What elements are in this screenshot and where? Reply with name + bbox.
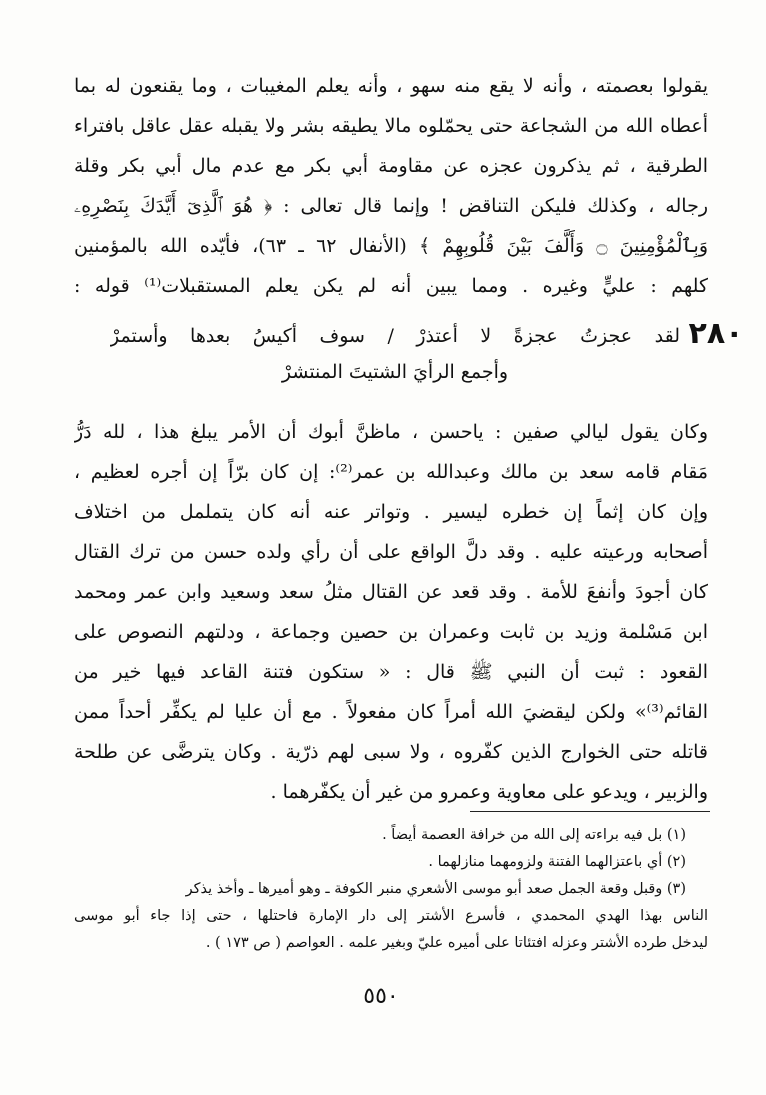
text-line: كلهم : عليٍّ وغيره . ومما يبين أنه لم يكن يعلم المستقبلات⁽¹⁾ قوله :: [74, 275, 708, 297]
text-line: وكان يقول ليالي صفين : ياحسن ، ماظنَّ أبوك أن الأمر يبلغ هذا ، لله دَرُّ: [74, 421, 708, 443]
text-line: القائم⁽³⁾» ولكن ليقضيَ الله أمراً كان مفعولاً . مع أن عليا لم يكفِّر أحداً ممن: [74, 701, 708, 723]
footnote-2: (٢) أي باعتزالهما الفتنة ولزومهما منازلهما .: [428, 854, 686, 870]
text-line: يقولوا بعصمته ، وأنه لا يقع منه سهو ، وأنه يعلم المغيبات ، وما يقنعون له بما: [74, 75, 708, 97]
text-line: مَقام قامه سعد بن مالك وعبدالله بن عمر⁽²⁾: إن كان برّاً إن أجره لعظيم ،: [74, 461, 708, 483]
intro-paragraph: [74, 66, 708, 306]
verse-number: ٢٨٠: [688, 316, 744, 351]
text-line: أصحابه ورعيته عليه . وقد دلَّ الواقع على أن رأي ولده حسن من ترك القتال: [74, 541, 708, 563]
text-line: وَبِٱلْمُؤْمِنِينَ ۝ وَأَلَّفَ بَيْنَ قُلُوبِهِمْ ﴾ (الأنفال ٦٢ ـ ٦٣)، فأيّده الله بالمؤمنين: [74, 235, 708, 257]
text-line: كان أجودَ وأنفعَ للأمة . وقد قعد عن القتال مثلُ سعد وسعيد وابن عمر ومحمد: [74, 581, 708, 603]
footnotes: [74, 822, 708, 957]
poem-line-1: لقد عجزتُ عجزةً لا أعتذرْ / سوف أكيسُ بعدها وأستمرْ: [110, 325, 680, 347]
footnote-1: (١) بل فيه براءته إلى الله من خرافة العصمة أيضاً .: [382, 827, 686, 843]
poem-line-2: وأجمع الرأيَ الشتيتَ المنتشرْ: [281, 361, 509, 383]
text-line: أعطاه الله من الشجاعة حتى يحمّلوه مالا يطيقه بشر ولا يقبله عقل عاقل بافتراء: [74, 115, 708, 137]
page-number: ٥٥٠: [363, 984, 399, 1009]
text-line: الطرقية ، ثم يذكرون عجزه عن مقاومة أبي بكر مع عدم مال أبي بكر وقلة: [74, 155, 708, 177]
text-line: ابن مَسْلمة وزيد بن ثابت وعمران بن حصين وجماعة ، ودلتهم النصوص على: [74, 621, 708, 643]
footnote-3: (٣) وقبل وقعة الجمل صعد أبو موسى الأشعري منبر الكوفة ـ وهو أميرها ـ وأخذ يذكر: [185, 881, 686, 897]
text-line: والزبير ، ويدعو على معاوية وعمرو من غير أن يكفّرهما .: [270, 781, 708, 803]
footnote-3-continued: ليدخل طرده الأشتر وعزله افتئاتا على أميره عليّ وبغير علمه . العواصم ( ص ١٧٣ ) .: [205, 935, 708, 951]
text-line: وإن كان إثماً إن خطره ليسير . وتواتر عنه أنه كان يتململ من اختلاف: [74, 501, 708, 523]
footnote-3-continued: الناس بهذا الهدي المحمدي ، فأسرع الأشتر إلى دار الإمارة فاحتلها ، حتى إذا جاء أبو موسى: [74, 908, 708, 924]
text-line: قاتله حتى الخوارج الذين كفّروه ، ولا سبى لهم ذرّية . وكان يترضَّى عن طلحة: [74, 741, 708, 763]
text-line: رجاله ، وكذلك فليكن التناقض ! وإنما قال تعالى : ﴿ هُوَ ٱلَّذِىٓ أَيَّدَكَ بِنَصْرِهِۦ: [74, 195, 708, 217]
poem-block: [110, 318, 680, 390]
main-paragraph: [74, 412, 708, 812]
footnote-divider: [470, 811, 710, 812]
text-line: القعود : ثبت أن النبي ﷺ قال : « ستكون فتنة القاعد فيها خير من: [74, 661, 708, 683]
